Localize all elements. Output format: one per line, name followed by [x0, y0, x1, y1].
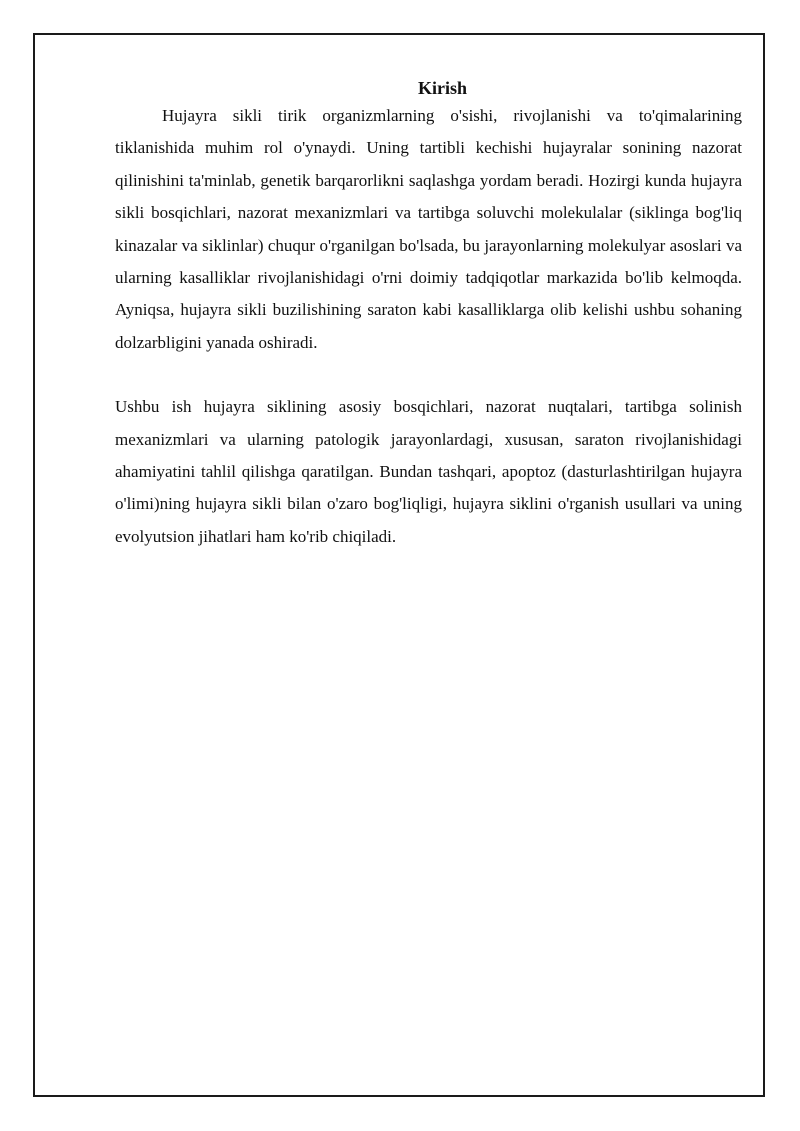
paragraph-scope: Ushbu ish hujayra siklining asosiy bosqichlari, nazorat nuqtalari, tartibga solinish mexanizmlari va ularning patologik jarayonlardagi, xususan, saraton rivojlanishidagi ahamiyatini tahlil qilishga qaratilgan. Bundan tashqari, apoptoz (dasturlashtirilgan hujayra o'limi)ning hujayra sikli bilan o'zaro bog'liqligi, hujayra siklini o'rganish usullari va uning evolyutsion jihatlari ham ko'rib chiqiladi.	[115, 397, 742, 546]
document-body	[115, 76, 742, 553]
paragraph-introduction: Hujayra sikli tirik organizmlarning o'sishi, rivojlanishi va to'qimalarining tiklanishida muhim rol o'ynaydi. Uning tartibli kechishi hujayralar sonining nazorat qilinishini ta'minlab, genetik barqarorlikni saqlashga yordam beradi. Hozirgi kunda hujayra sikli bosqichlari, nazorat mexanizmlari va tartibga soluvchi molekulalar (siklinga bog'liq kinazalar va siklinlar) chuqur o'rganilgan bo'lsada, bu jarayonlarning molekulyar asoslari va ularning kasalliklar rivojlanishidagi o'rni doimiy tadqiqotlar markazida bo'lib kelmoqda. Ayniqsa, hujayra sikli buzilishining saraton kabi kasalliklarga olib kelishi ushbu sohaning dolzarbligini yanada oshiradi.	[115, 106, 742, 352]
document-title: Kirish	[417, 78, 467, 98]
